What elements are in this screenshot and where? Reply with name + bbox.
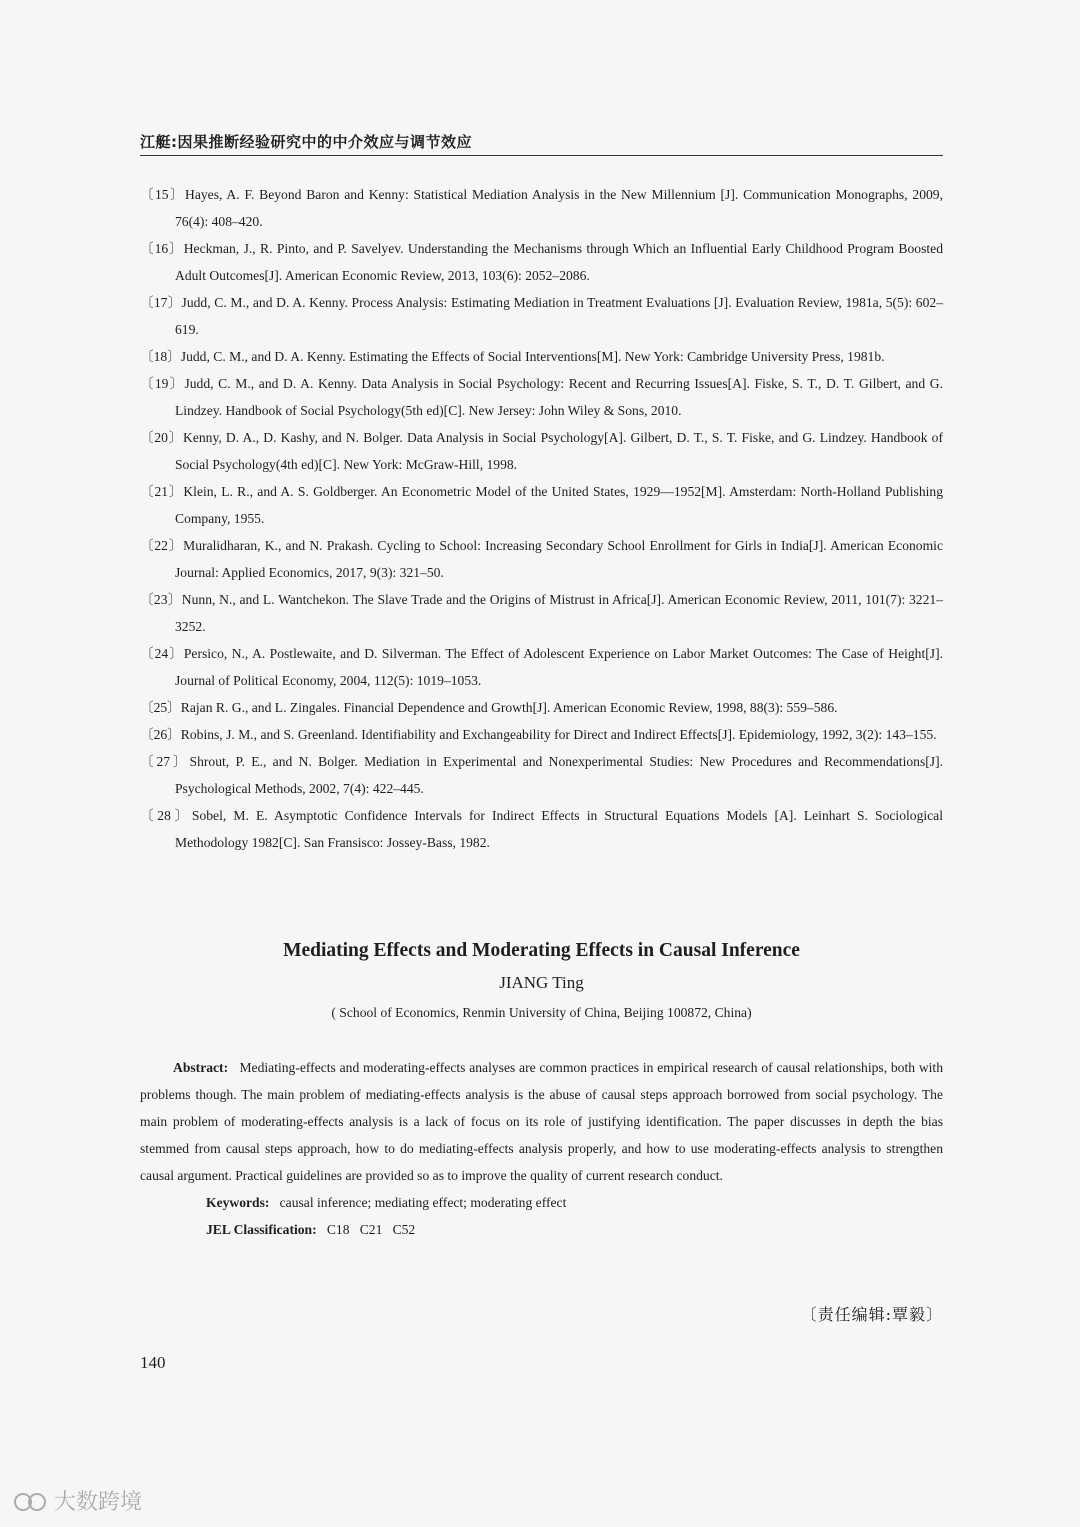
reference-item: 〔19〕Judd, C. M., and D. A. Kenny. Data Analysis in Social Psychology: Recent and Recurring Issues[A]. Fiske, S. T., D. T. Gilbert, and G. Lindzey. Handbook of Social Psychology(5th ed)[C]. New Jersey: John Wiley & Sons, 2010. [140, 376, 943, 418]
reference-item: 〔22〕Muralidharan, K., and N. Prakash. Cycling to School: Increasing Secondary School Enrollment for Girls in India[J]. American Economic Journal: Applied Economics, 2017, 9(3): 321–50. [140, 538, 943, 580]
english-title-block [140, 936, 943, 1026]
english-title: Mediating Effects and Moderating Effects in Causal Inference [283, 940, 800, 961]
keywords-text: causal inference; mediating effect; moderating effect [279, 1195, 567, 1210]
abstract-label: Abstract: [173, 1060, 229, 1075]
abstract-text: Mediating-effects and moderating-effects analyses are common practices in empirical research of causal relationships, both with problems though. The main problem of mediating-effects analysis is the abuse of causal steps approach borrowed from social psychology. The main problem of moderating-effects analysis is a lack of focus on its role of justifying identification. The paper discusses in depth the bias stemmed from causal steps approach, how to do mediating-effects analysis properly, and how to use moderating-effects analysis to strengthen causal argument. Practical guidelines are provided so as to improve the quality of current research conduct. [140, 1060, 943, 1183]
keywords-line [140, 1189, 943, 1216]
header-rule [140, 155, 943, 156]
watermark-text: 大数跨境 [54, 1490, 143, 1515]
reference-item: 〔23〕Nunn, N., and L. Wantchekon. The Slave Trade and the Origins of Mistrust in Africa[J]. American Economic Review, 2011, 101(7): 3221–3252. [140, 592, 943, 634]
reference-item: 〔17〕Judd, C. M., and D. A. Kenny. Process Analysis: Estimating Mediation in Treatment Evaluations [J]. Evaluation Review, 1981a, 5(5): 602–619. [140, 295, 943, 337]
watermark-logo-icon [14, 1490, 50, 1512]
watermark [14, 1485, 142, 1516]
page-number: 140 [140, 1353, 166, 1372]
reference-item: 〔28〕Sobel, M. E. Asymptotic Confidence Intervals for Indirect Effects in Structural Equations Models [A]. Leinhart S. Sociological Methodology 1982[C]. San Fransisco: Jossey-Bass, 1982. [140, 808, 943, 850]
editor-note: 〔责任编辑:覃毅〕 [800, 1305, 943, 1324]
reference-item: 〔16〕Heckman, J., R. Pinto, and P. Savelyev. Understanding the Mechanisms through Which an Influential Early Childhood Program Boosted Adult Outcomes[J]. American Economic Review, 2013, 103(6): 2052–2086. [140, 241, 943, 283]
reference-item: 〔15〕Hayes, A. F. Beyond Baron and Kenny: Statistical Mediation Analysis in the New Millennium [J]. Communication Monographs, 2009, 76(4): 408–420. [140, 187, 943, 229]
reference-item: 〔24〕Persico, N., A. Postlewaite, and D. Silverman. The Effect of Adolescent Experience on Labor Market Outcomes: The Case of Height[J]. Journal of Political Economy, 2004, 112(5): 1019–1053. [140, 646, 943, 688]
reference-item: 〔27〕Shrout, P. E., and N. Bolger. Mediation in Experimental and Nonexperimental Studies: New Procedures and Recommendations[J]. Psychological Methods, 2002, 7(4): 422–445. [140, 754, 943, 796]
reference-item: 〔21〕Klein, L. R., and A. S. Goldberger. An Econometric Model of the United States, 1929—1952[M]. Amsterdam: North-Holland Publishing Company, 1955. [140, 484, 943, 526]
reference-item: 〔26〕Robins, J. M., and S. Greenland. Identifiability and Exchangeability for Direct and Indirect Effects[J]. Epidemiology, 1992, 3(2): 143–155. [140, 727, 937, 742]
reference-item: 〔20〕Kenny, D. A., D. Kashy, and N. Bolger. Data Analysis in Social Psychology[A]. Gilbert, D. T., S. T. Fiske, and G. Lindzey. Handbook of Social Psychology(4th ed)[C]. New York: McGraw-Hill, 1998. [140, 430, 943, 472]
reference-item: 〔25〕Rajan R. G., and L. Zingales. Financial Dependence and Growth[J]. American Economic Review, 1998, 88(3): 559–586. [140, 700, 838, 715]
running-header: 江艇:因果推断经验研究中的中介效应与调节效应 [140, 133, 473, 151]
keywords-label: Keywords: [206, 1195, 270, 1210]
jel-label: JEL Classification: [206, 1222, 317, 1237]
reference-list [140, 181, 943, 856]
jel-line [140, 1216, 943, 1243]
abstract-paragraph [140, 1054, 943, 1189]
english-author: JIANG Ting [499, 973, 584, 992]
reference-item: 〔18〕Judd, C. M., and D. A. Kenny. Estimating the Effects of Social Interventions[M]. New York: Cambridge University Press, 1981b. [140, 349, 885, 364]
abstract-section [140, 1054, 943, 1243]
jel-codes: C18 C21 C52 [326, 1222, 416, 1237]
english-affiliation: ( School of Economics, Renmin University of China, Beijing 100872, China) [331, 1005, 752, 1020]
